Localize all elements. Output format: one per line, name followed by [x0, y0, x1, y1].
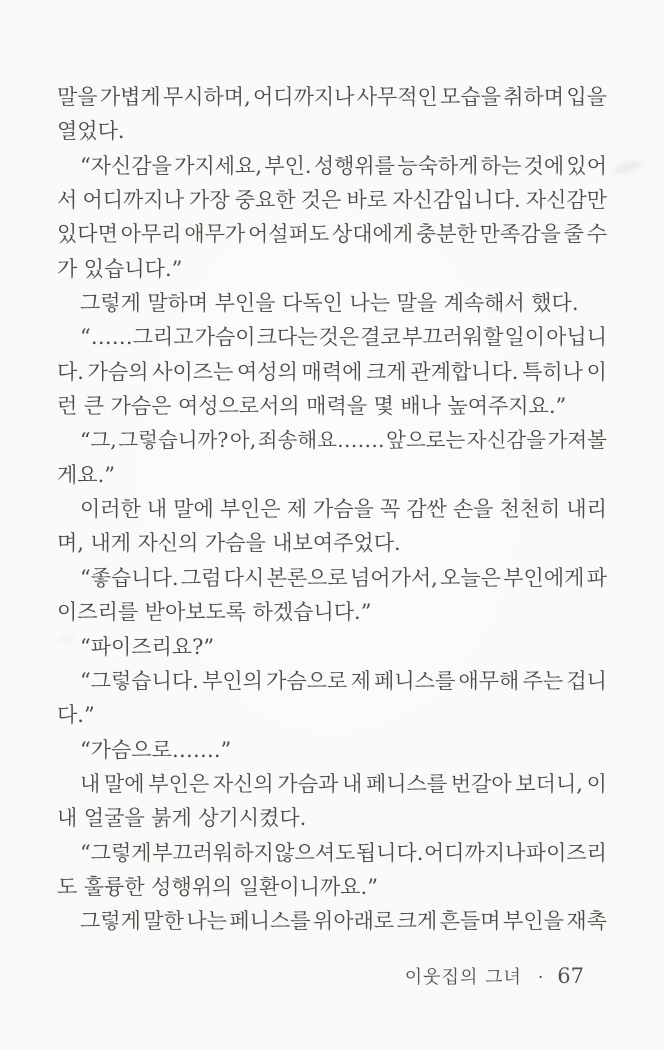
- text-line: 이즈리를 받아보도록 하겠습니다.”: [57, 600, 372, 625]
- text-line: “파이즈리요?”: [80, 634, 215, 659]
- text-line: 다.”: [57, 703, 95, 728]
- text-line: 도 훌륭한 성행위의 일환이니까요.”: [57, 874, 378, 899]
- text-line: 말을 가볍게 무시하며, 어디까지나 사무적인 모습을 취하며 입을: [57, 85, 607, 109]
- text-line: 게요.”: [57, 462, 115, 487]
- text-line: 그렇게 말한 나는 페니스를 위아래로 크게 흔들며 부인을 재촉: [80, 909, 607, 934]
- footer-separator-dot: ·: [537, 968, 544, 988]
- text-line: 며, 내게 자신의 가슴을 내보여주었다.: [57, 531, 401, 556]
- text-line: “그, 그렇습니까? 아, 죄송해요……. 앞으로는 자신감을 가져볼: [80, 428, 607, 453]
- text-line: “자신감을 가지세요, 부인. 성행위를 능숙하게 하는 것에 있어: [80, 153, 607, 178]
- text-line: 이러한 내 말에 부인은 제 가슴을 꼭 감싼 손을 천천히 내리: [80, 497, 607, 522]
- text-line: 서 어디까지나 가장 중요한 것은 바로 자신감입니다. 자신감만: [57, 188, 607, 213]
- text-line: “그렇게 부끄러워하지 않으셔도 됩니다. 어디까지나 파이즈리: [80, 840, 607, 865]
- page-footer: [405, 963, 584, 989]
- text-block: [57, 80, 607, 939]
- text-line: “가슴으로…….”: [80, 737, 232, 762]
- text-line: 내 얼굴을 붉게 상기시켰다.: [57, 806, 307, 831]
- text-line: 그렇게 말하며 부인을 다독인 나는 말을 계속해서 했다.: [80, 291, 579, 316]
- text-line: 있다면 아무리 애무가 어설퍼도 상대에게 충분한 만족감을 줄 수: [57, 222, 607, 247]
- scan-smudge: [611, 159, 642, 177]
- text-line: “……그리고 가슴이 크다는 것은 결코 부끄러워할 일이 아닙니: [80, 325, 607, 350]
- footer-book-title: 이웃집의 그녀: [404, 967, 522, 988]
- text-line: 다. 가슴의 사이즈는 여성의 매력에 크게 관계합니다. 특히나 이: [57, 359, 607, 384]
- text-line: 열었다.: [57, 119, 125, 144]
- text-line: 내 말에 부인은 자신의 가슴과 내 페니스를 번갈아 보더니, 이: [80, 771, 607, 796]
- footer-page-number: 67: [557, 964, 584, 988]
- text-line: “좋습니다. 그럼 다시 본론으로 넘어가서, 오늘은 부인에게 파: [80, 565, 607, 590]
- text-line: 가 있습니다.”: [57, 256, 183, 281]
- text-line: “그렇습니다. 부인의 가슴으로 제 페니스를 애무해 주는 겁니: [80, 668, 607, 693]
- text-line: 런 큰 가슴은 여성으로서의 매력을 몇 배나 높여주지요.”: [57, 394, 567, 419]
